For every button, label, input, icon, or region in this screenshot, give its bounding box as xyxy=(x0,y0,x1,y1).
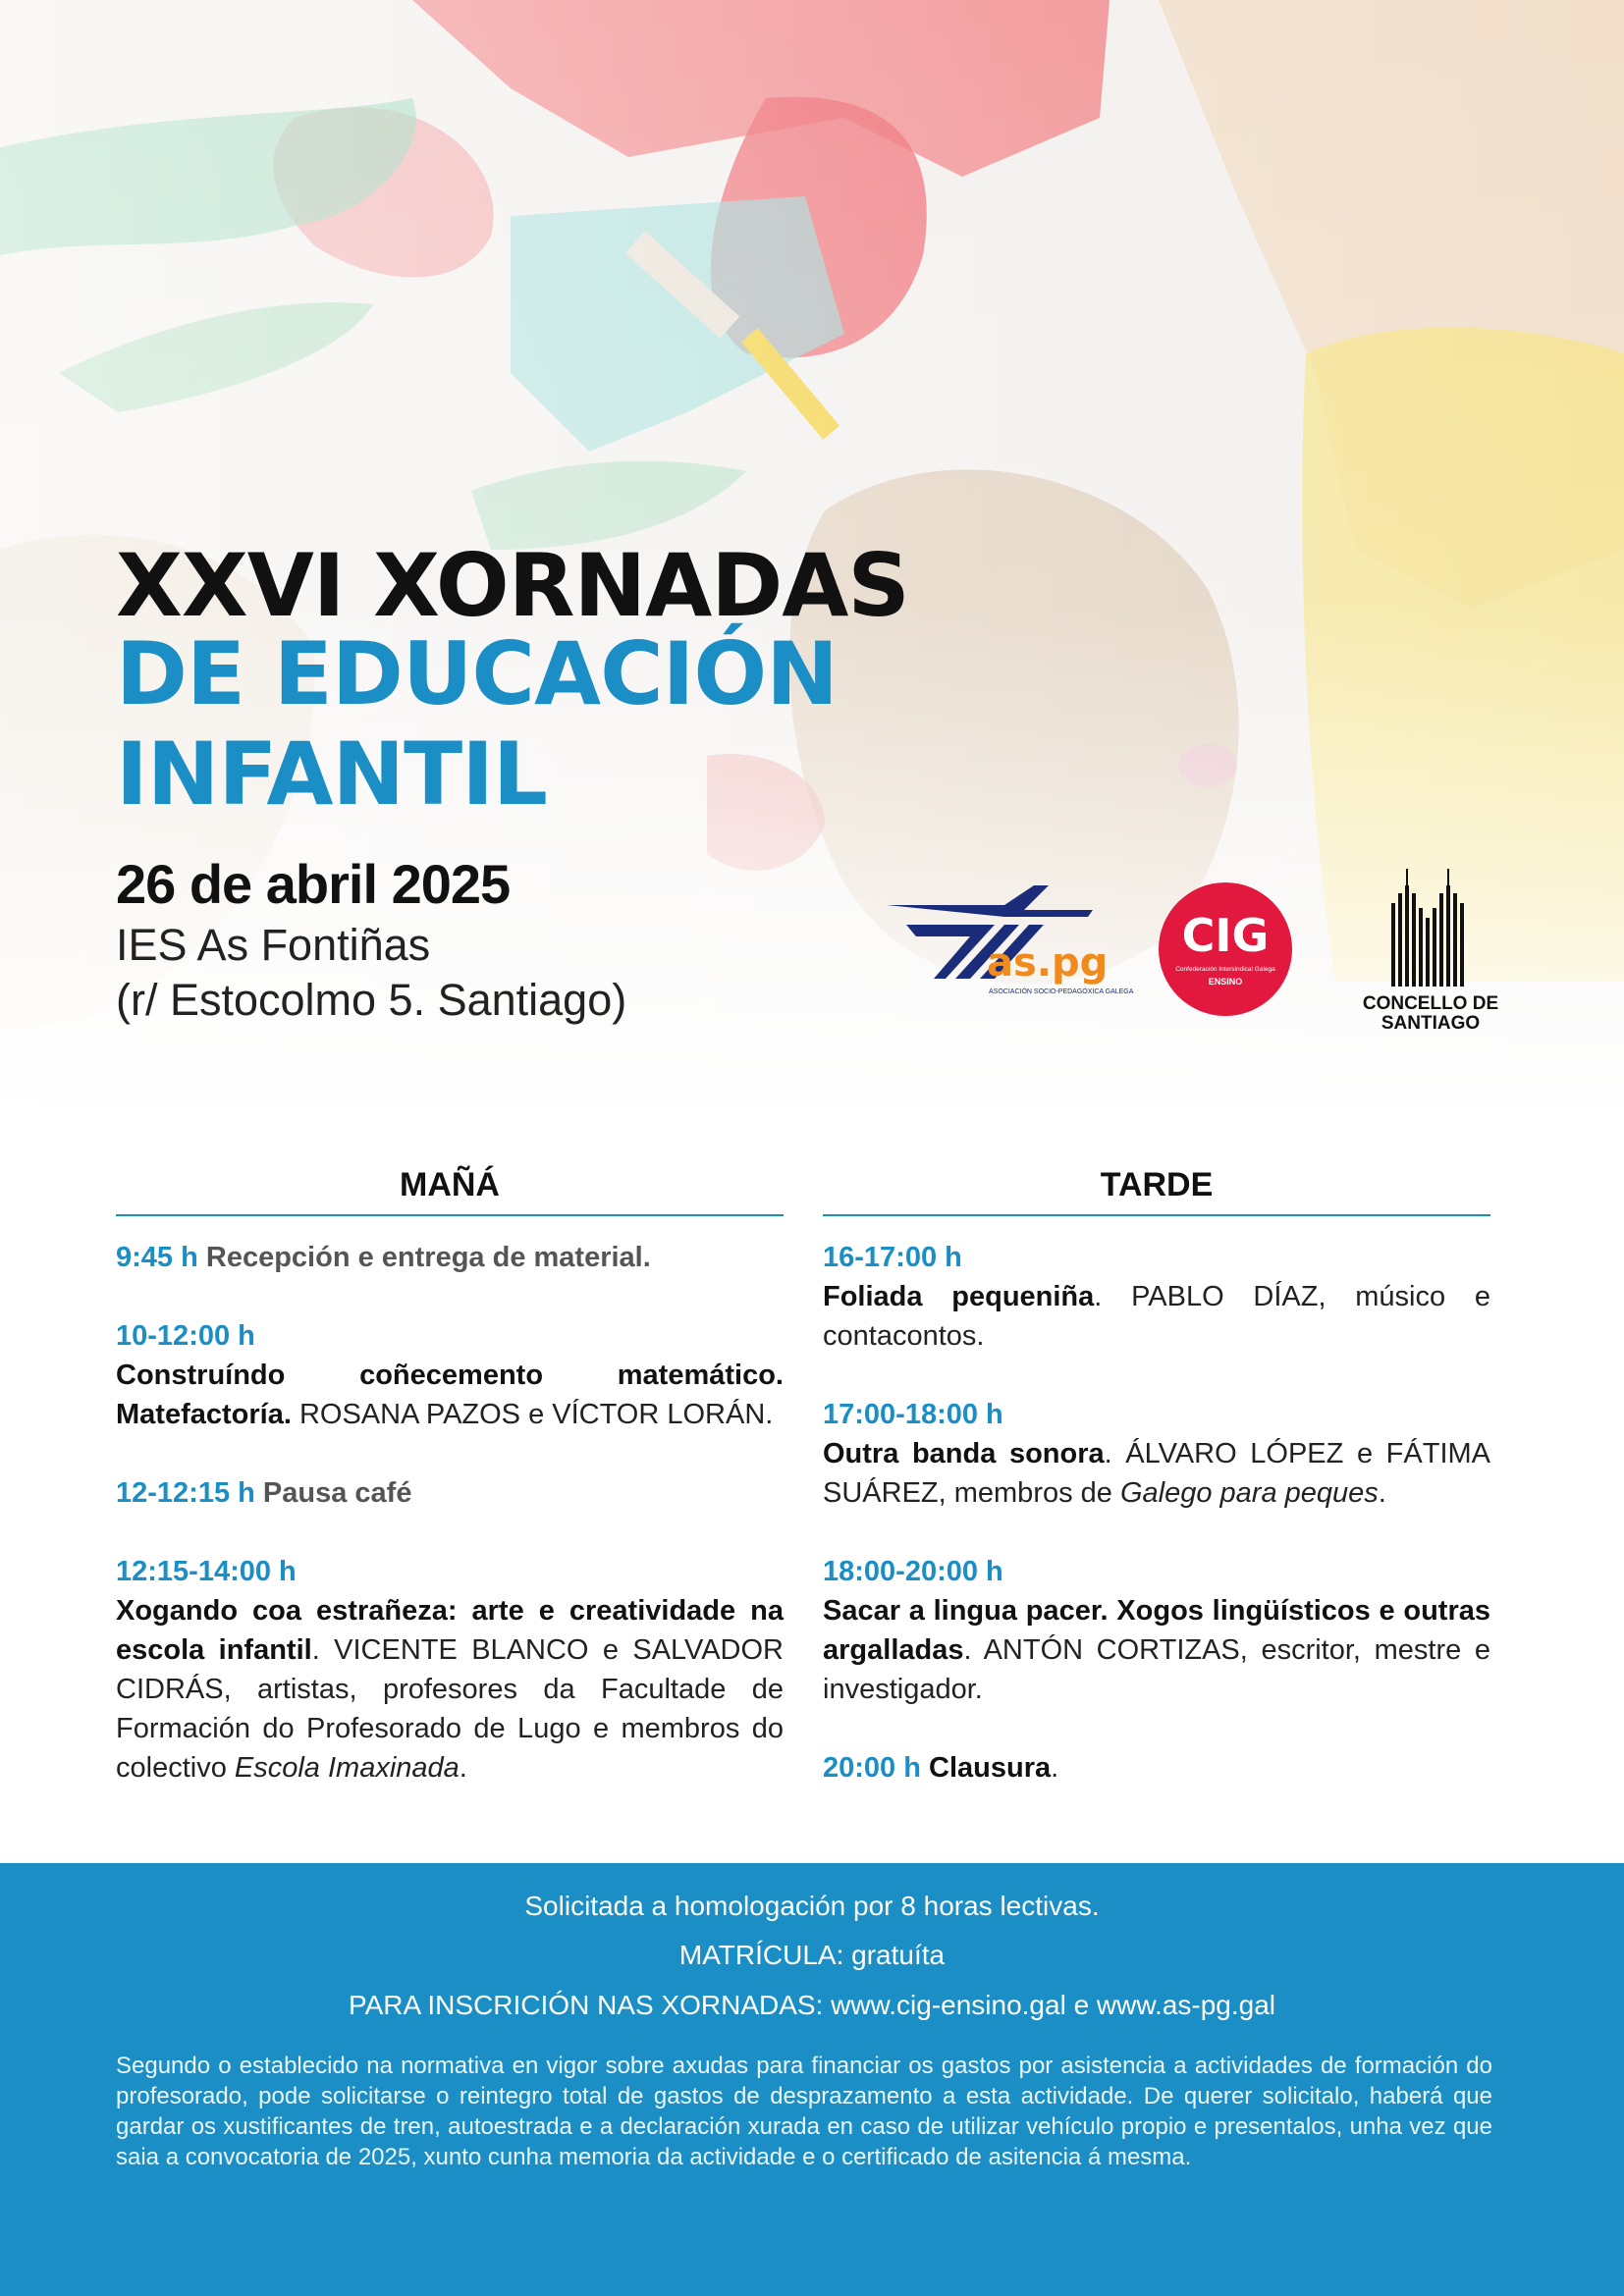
schedule-end: . xyxy=(1051,1752,1059,1784)
hero-section xyxy=(0,0,1624,1104)
aspg-logo-sub: ASOCIACIÓN SOCIO-PEDAGÓXICA GALEGA xyxy=(989,988,1134,995)
afternoon-heading: TARDE xyxy=(823,1166,1490,1216)
schedule-title: Xogando coa estrañeza: arte e creatividade na escola infantil xyxy=(116,1595,784,1666)
schedule-speakers: . PABLO DÍAZ, músico e contacontos. xyxy=(823,1281,1490,1352)
schedule-time: 9:45 h xyxy=(116,1242,198,1273)
schedule-time: 20:00 h xyxy=(823,1752,921,1784)
schedule-time: 12:15-14:00 h xyxy=(116,1556,297,1587)
schedule-text: Recepción e entrega de material. xyxy=(205,1242,651,1273)
schedule-end: . xyxy=(459,1752,467,1784)
schedule-title: Sacar a lingua pacer. Xogos lingüísticos e outras argalladas xyxy=(823,1595,1490,1666)
schedule-end: . xyxy=(1378,1477,1386,1509)
venue-name: IES As Fontiñas xyxy=(116,920,431,970)
homologation-note: Solicitada a homologación por 8 horas lectivas. xyxy=(524,1891,1100,1921)
event-date: 26 de abril 2025 xyxy=(116,853,511,915)
cig-logo-sub2: ENSINO xyxy=(1208,977,1243,987)
venue-address: (r/ Estocolmo 5. Santiago) xyxy=(116,975,627,1025)
footer-band xyxy=(0,1863,1624,2296)
aspg-logo-name: as.pg xyxy=(987,940,1109,986)
schedule-item xyxy=(116,1238,784,1277)
morning-heading: MAÑÁ xyxy=(116,1166,784,1216)
schedule-title: Clausura xyxy=(929,1752,1052,1784)
schedule-time: 12-12:15 h xyxy=(116,1477,255,1509)
cig-logo xyxy=(1157,881,1294,1018)
schedule-time: 10-12:00 h xyxy=(116,1320,255,1352)
title-line-1: XXVI XORNADAS xyxy=(116,535,909,636)
schedule-time: 16-17:00 h xyxy=(823,1242,962,1273)
schedule-item xyxy=(823,1238,1490,1356)
schedule-speakers: . ANTÓN CORTIZAS, escritor, mestre e investigador. xyxy=(823,1634,1490,1705)
schedule-time: 17:00-18:00 h xyxy=(823,1399,1003,1430)
schedule-italic: Escola Imaxinada xyxy=(234,1752,460,1784)
schedule-item xyxy=(823,1748,1490,1788)
schedule-title: Outra banda sonora xyxy=(823,1438,1105,1469)
schedule-item xyxy=(116,1552,784,1788)
title-line-2: DE EDUCACIÓN xyxy=(116,623,838,724)
title-line-3: INFANTIL xyxy=(116,723,548,825)
legal-text: Segundo o establecido na normativa en vigor sobre axudas para financiar os gastos por asistencia a actividades de formación do profesorado, pode solicitarse o reintegro total de gastos de desprazamento a esta actividade. De querer solicitalo, haberá que gardar os xustificantes de tren, autoestrada e a declaración xurada en caso de utilizar vehículo propio e presentalos, unha vez que saia a convocatoria de 2025, xunto cunha memoria da actividade e o certificado de asitencia á mesma. xyxy=(116,2053,1492,2170)
schedule-speakers: . VICENTE BLANCO e SALVADOR CIDRÁS, artistas, profesores da Facultade de Formación do Profesorado de Lugo e membros do colectivo xyxy=(116,1634,785,1784)
schedule-item xyxy=(823,1552,1490,1709)
concello-line2: SANTIAGO xyxy=(1380,1013,1481,1034)
schedule-speakers: . ÁLVARO LÓPEZ e FÁTIMA SUÁREZ, membros de xyxy=(823,1438,1490,1509)
schedule-item xyxy=(116,1316,784,1434)
cig-logo-sub: Confederación Intersindical Galega xyxy=(1175,966,1275,973)
schedule-item xyxy=(116,1473,784,1513)
schedule-speakers: ROSANA PAZOS e VÍCTOR LORÁN. xyxy=(298,1399,774,1430)
schedule-title: Construíndo coñecemento matemático. Matefactoría. xyxy=(116,1360,784,1430)
schedule-title: Foliada pequeniña xyxy=(823,1281,1095,1312)
schedule-text: Pausa café xyxy=(262,1477,412,1509)
afternoon-column xyxy=(823,1166,1490,1827)
schedule-italic: Galego para peques xyxy=(1119,1477,1379,1509)
cig-logo-name: CIG xyxy=(1181,909,1270,962)
registration-fee: MATRÍCULA: gratuíta xyxy=(678,1940,946,1970)
schedule-time: 18:00-20:00 h xyxy=(823,1556,1003,1587)
morning-column xyxy=(116,1166,784,1827)
registration-links: PARA INSCRICIÓN NAS XORNADAS: www.cig-ensino.gal e www.as-pg.gal xyxy=(348,1990,1275,2020)
aspg-logo xyxy=(887,885,1134,1013)
concello-line1: CONCELLO DE xyxy=(1362,993,1499,1014)
concello-santiago-logo xyxy=(1362,864,1499,1036)
schedule-item xyxy=(823,1395,1490,1513)
